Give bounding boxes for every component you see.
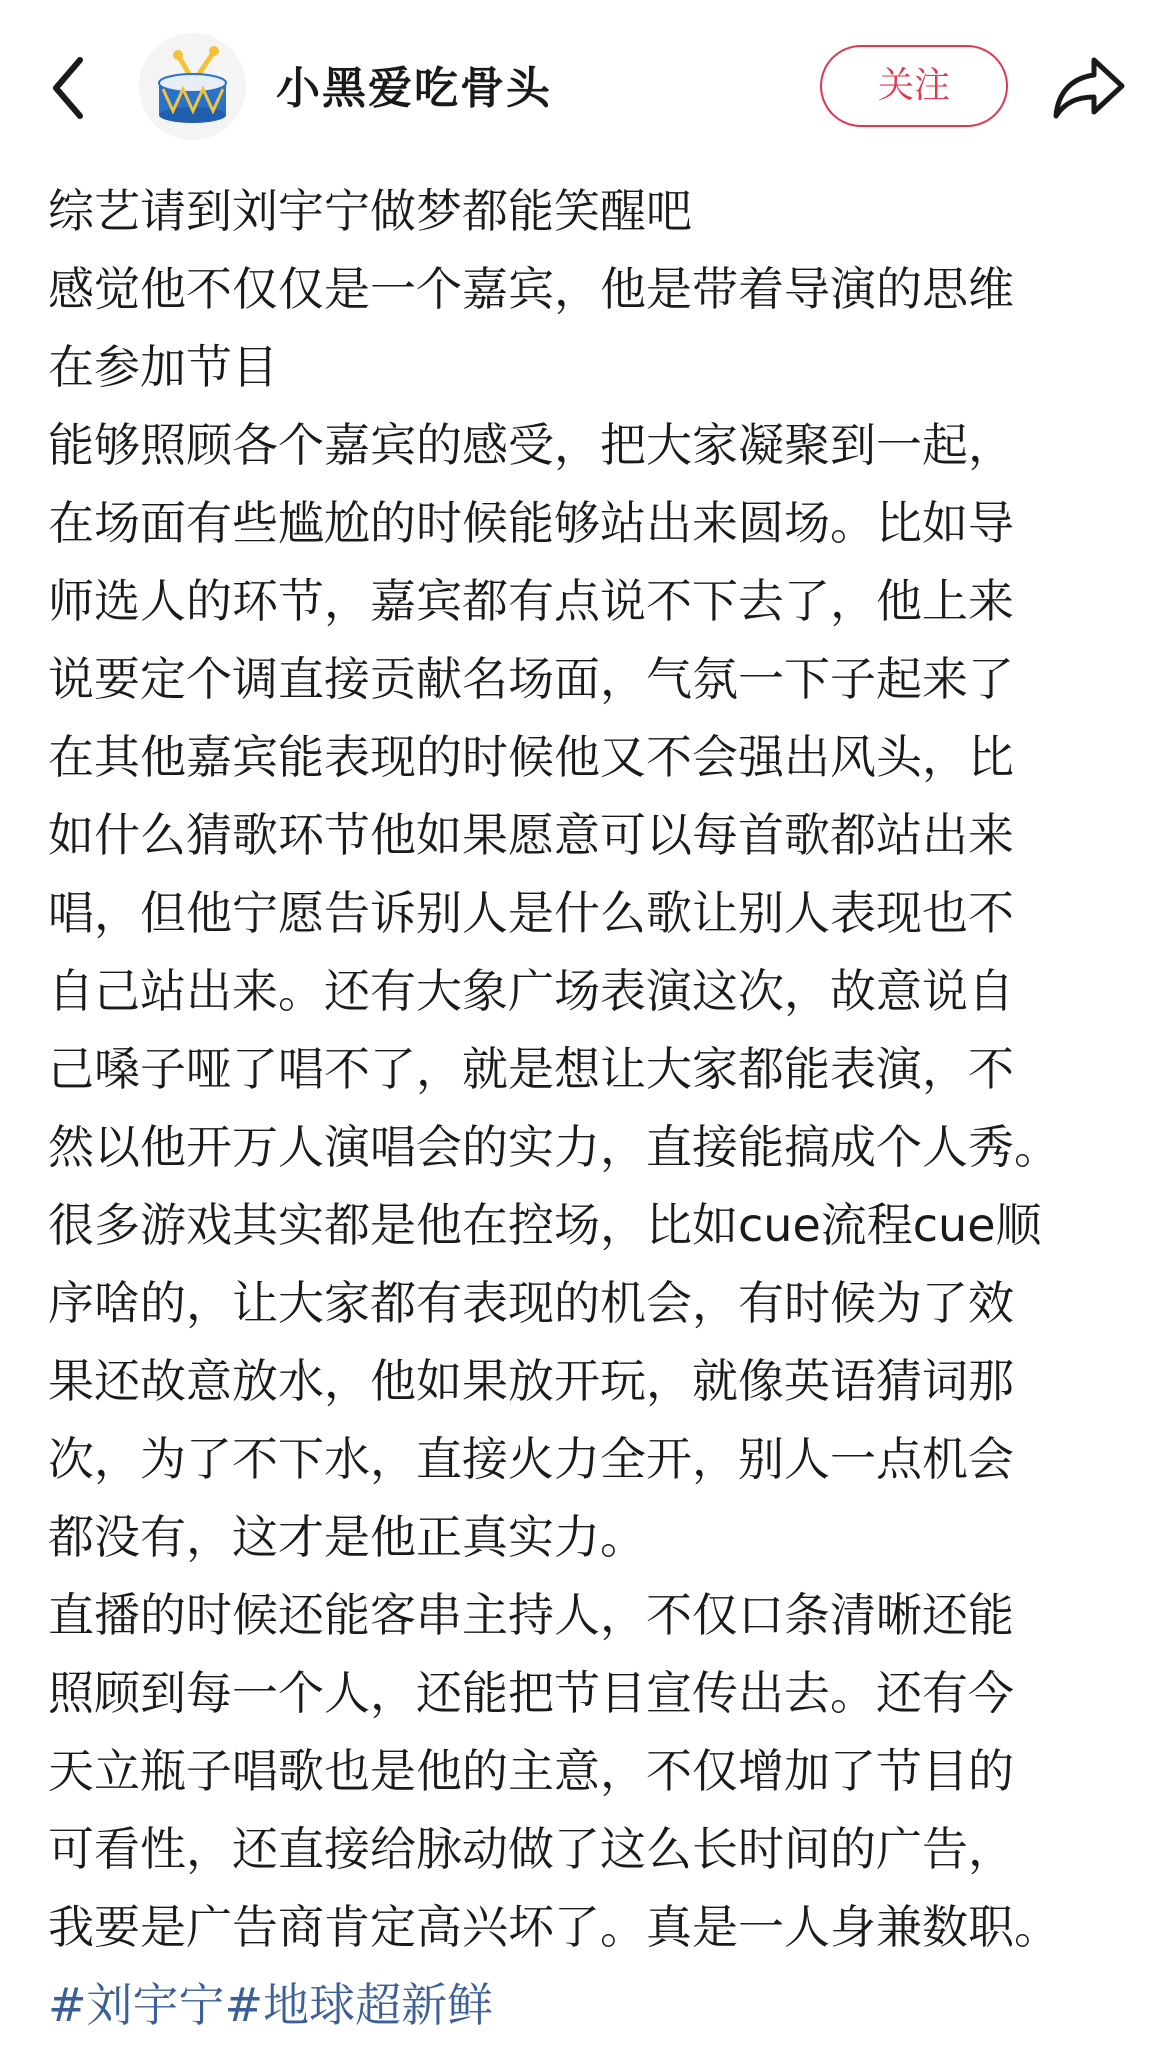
post-text-line: 如什么猜歌环节他如果愿意可以每首歌都站出来 — [48, 808, 1014, 862]
post-text-line: 在场面有些尴尬的时候能够站出来圆场。比如导 — [48, 496, 1014, 550]
post-text-line: 在参加节目 — [48, 340, 278, 394]
post-header — [0, 0, 1170, 172]
avatar[interactable] — [139, 33, 246, 140]
post-body — [48, 172, 1128, 2044]
post-text-line: 可看性，还直接给脉动做了这么长时间的广告， — [48, 1822, 1014, 1876]
follow-button[interactable]: 关注 — [820, 45, 1008, 127]
post-text-line: 能够照顾各个嘉宾的感受，把大家凝聚到一起， — [48, 418, 1014, 472]
post-text-line: 自己站出来。还有大象广场表演这次，故意说自 — [48, 964, 1014, 1018]
post-text-line: 在其他嘉宾能表现的时候他又不会强出风头，比 — [48, 730, 1014, 784]
post-text-line: 天立瓶子唱歌也是他的主意，不仅增加了节目的 — [48, 1744, 1014, 1798]
share-button[interactable] — [1048, 48, 1130, 126]
back-button[interactable] — [40, 48, 110, 128]
post-text-line: 照顾到每一个人，还能把节目宣传出去。还有今 — [48, 1666, 1014, 1720]
chevron-left-icon — [40, 48, 110, 128]
post-text-line: 感觉他不仅仅是一个嘉宾，他是带着导演的思维 — [48, 262, 1014, 316]
post-text-line: 序啥的，让大家都有表现的机会，有时候为了效 — [48, 1276, 1014, 1330]
username[interactable]: 小黑爱吃骨头 — [276, 63, 552, 114]
share-arrow-icon — [1048, 48, 1130, 126]
post-text-line: 直播的时候还能客串主持人，不仅口条清晰还能 — [48, 1588, 1014, 1642]
post-text-line: 我要是广告商肯定高兴坏了。真是一人身兼数职。 — [48, 1900, 1060, 1954]
post-text-line: 都没有，这才是他正真实力。 — [48, 1510, 646, 1564]
post-text-line: 说要定个调直接贡献名场面，气氛一下子起来了 — [48, 652, 1014, 706]
post-text-line: 师选人的环节，嘉宾都有点说不下去了，他上来 — [48, 574, 1014, 628]
post-text-line: 唱，但他宁愿告诉别人是什么歌让别人表现也不 — [48, 886, 1014, 940]
post-text-line: 次，为了不下水，直接火力全开，别人一点机会 — [48, 1432, 1014, 1486]
drum-icon — [139, 33, 246, 140]
post-text-line: 综艺请到刘宇宁做梦都能笑醒吧 — [48, 184, 692, 238]
hashtag-link[interactable]: #地球超新鲜 — [224, 1978, 494, 2032]
post-text-line: 己嗓子哑了唱不了，就是想让大家都能表演，不 — [48, 1042, 1014, 1096]
hashtag-row — [48, 1966, 1128, 2044]
post-text-line: 果还故意放水，他如果放开玩，就像英语猜词那 — [48, 1354, 1014, 1408]
post-text-line: 很多游戏其实都是他在控场，比如cue流程cue顺 — [48, 1198, 1042, 1252]
hashtag-link[interactable]: #刘宇宁 — [48, 1978, 225, 2032]
post-text-line: 然以他开万人演唱会的实力，直接能搞成个人秀。 — [48, 1120, 1060, 1174]
